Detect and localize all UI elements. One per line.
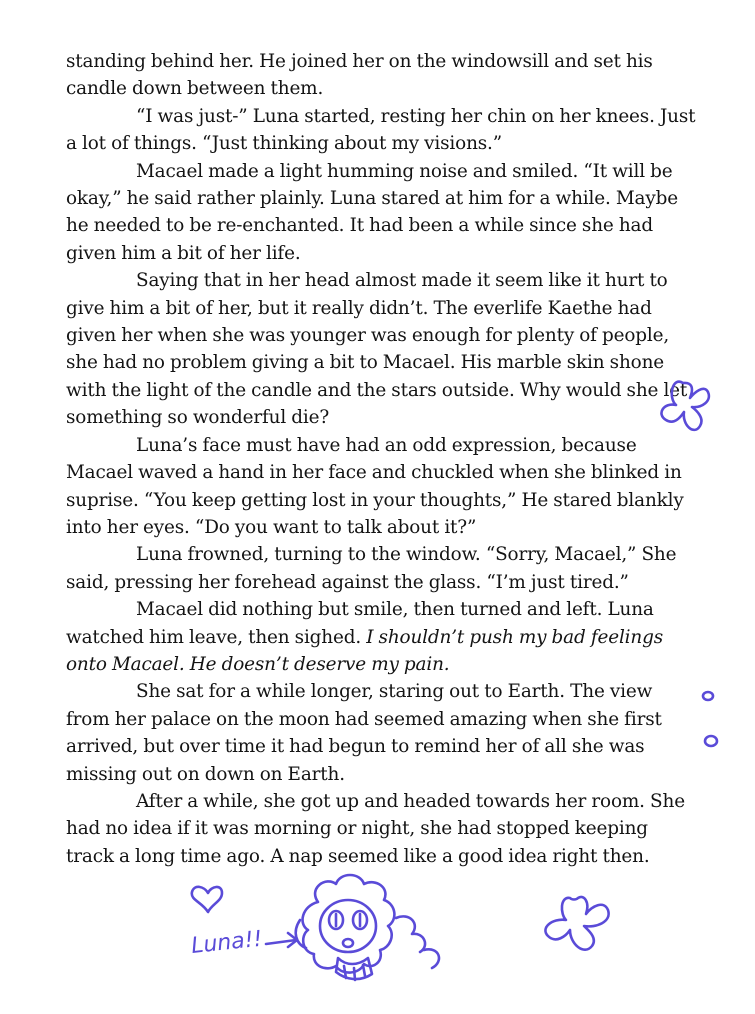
heart-doodle-icon xyxy=(192,887,222,912)
luna-face-doodle-icon xyxy=(296,875,439,980)
italic-thought: I shouldn’t push my bad feelings onto Macael. He doesn’t deserve my pain. xyxy=(66,626,664,675)
story-page xyxy=(66,48,698,870)
paragraph-5: Luna’s face must have had an odd expression, because Macael waved a hand in her face and chuckled when she blinked in suprise. “You keep getting lost in your thoughts,” He stared blankly into her eyes. “Do you want to talk about it?” xyxy=(66,434,684,538)
paragraph-3: Macael made a light humming noise and smiled. “It will be okay,” he said rather plainly. Luna stared at him for a while. Maybe he needed to be re-enchanted. It had been a while since she had given him a bit of her life. xyxy=(66,160,678,264)
circle-doodle-icon xyxy=(705,736,717,746)
arrow-doodle-icon xyxy=(266,933,297,947)
paragraph-6: Luna frowned, turning to the window. “Sorry, Macael,” She said, pressing her forehead against the glass. “I’m just tired.” xyxy=(66,544,677,593)
paragraph-8: She sat for a while longer, staring out to Earth. The view from her palace on the moon had seemed amazing when she first arrived, but over time it had begun to remind her of all she was missing out on down on Earth. xyxy=(66,681,662,785)
circle-doodle-icon xyxy=(703,692,713,700)
flower-doodle-icon xyxy=(545,897,608,950)
paragraph-7: Macael did nothing but smile, then turned and left. Luna watched him leave, then sighed. I shouldn’t push my bad feelings onto Macael. He doesn’t deserve my pain. xyxy=(66,599,664,675)
paragraph-1: standing behind her. He joined her on the windowsill and set his candle down between them. xyxy=(66,51,653,100)
paragraph-9: After a while, she got up and headed towards her room. She had no idea if it was morning or night, she had stopped keeping track a long time ago. A nap seemed like a good idea right then. xyxy=(66,790,685,867)
paragraph-4: Saying that in her head almost made it seem like it hurt to give him a bit of her, but it really didn’t. The everlife Kaethe had given her when she was younger was enough for plenty of people, she had no problem giving a bit to Macael. His marble skin shone with the light of the candle and the stars outside. Why would she let something so wonderful die? xyxy=(66,270,688,429)
luna-label: Luna!! xyxy=(190,926,264,959)
paragraph-2: “I was just-” Luna started, resting her chin on her knees. Just a lot of things. “Just thinking about my visions.” xyxy=(66,105,696,155)
